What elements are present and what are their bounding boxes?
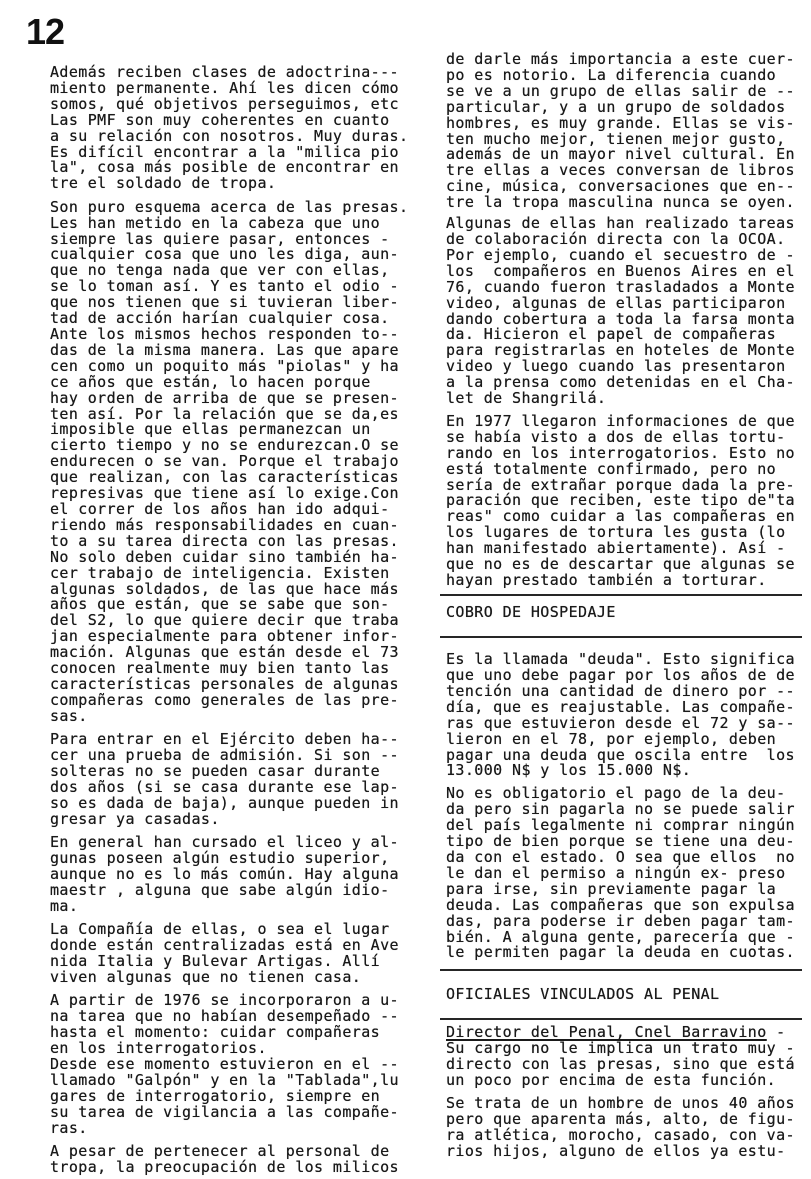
paragraph: No es obligatorio el pago de la deu- da pero sin pagarla no se puede salir del país legalmente ni comprar ningún tipo de bien porque se tiene una deu- da con el estado. O sea que ellos no le dan el permiso a ningún ex- preso para irse, sin previamente pagar la deuda. Las compañeras que son expulsa das, para poderse ir deben pagar tam- bién. A alguna gente, parecería que - le permiten pagar la deuda en cuotas. xyxy=(446,784,795,962)
paragraph: Su cargo no le implica un trato muy - directo con las presas, sino que está un poco por encima de esta función. xyxy=(446,1039,795,1089)
paragraph: Para entrar en el Ejército deben ha-- cer una prueba de admisión. Si son -- solteras no se pueden casar durante dos años (si se casa durante ese lap- so es dada de baja), aunque pueden in gresar ya casadas. xyxy=(50,730,399,828)
section-heading-cobro: COBRO DE HOSPEDAJE xyxy=(446,603,616,622)
paragraph: de darle más importancia a este cuer- po es notorio. La diferencia cuando se ve a un grupo de ellas salir de -- particular, y a un grupo de soldados hombres, es muy grande. Ellas se vis- ten mucho mejor, tienen mejor gusto, además de un mayor nivel cultural. En tre ellas a veces conversan de libros cine, música, conversaciones que en-- tre la tropa masculina nunca se oyen. xyxy=(446,50,795,212)
paragraph: Algunas de ellas han realizado tareas de colaboración directa con la OCOA. Por ejemplo, cuando el secuestro de - los compañeros en Buenos Aires en el 76, cuando fueron trasladados a Monte video, algunas de ellas participaron dando cobertura a toda la farsa monta da. Hicieron el papel de compañeras para registrarlas en hoteles de Monte video y luego cuando las presentaron a la prensa como detenidas en el Cha- let de Shangrilá. xyxy=(446,214,795,408)
left-column xyxy=(50,65,420,1176)
paragraph: Es la llamada "deuda". Esto significa que uno debe pagar por los años de de tención una cantidad de dinero por -- día, que es reajustable. Las compañe- ras que estuvieron desde el 72 y sa-- lieron en el 78, por ejemplo, deben pagar una deuda que oscila entre los 13.000 N$ y los 15.000 N$. xyxy=(446,650,795,780)
horizontal-rule xyxy=(440,969,802,971)
paragraph: A pesar de pertenecer al personal de tropa, la preocupación de los milicos xyxy=(50,1141,399,1176)
director-name: Director del Penal, Cnel Barravino xyxy=(446,1023,767,1042)
right-column xyxy=(446,52,802,1159)
paragraph: En general han cursado el liceo y al- gunas poseen algún estudio superior, aunque no es lo más común. Hay alguna maestr , alguna que sabe algún idio- ma. xyxy=(50,833,399,915)
section-heading-oficiales: OFICIALES VINCULADOS AL PENAL xyxy=(446,985,720,1004)
horizontal-rule xyxy=(440,1018,802,1020)
paragraph: La Compañía de ellas, o sea el lugar donde están centralizadas está en Ave nida Italia y Bulevar Artigas. Allí viven algunas que no tienen casa. xyxy=(50,920,399,986)
paragraph: En 1977 llegaron informaciones de que se había visto a dos de ellas tortu- rando en los interrogatorios. Esto no está totalmente confirmado, pero no sería de extrañar porque dada la pre- paración que reciben, este tipo de"ta reas" como cuidar a las compañeras en los lugares de tortura les gusta (lo han manifestado abiertamente). Así - que no es de descartar que algunas se hayan prestado también a torturar. xyxy=(446,411,795,589)
horizontal-rule xyxy=(440,636,802,638)
page-number: 12 xyxy=(26,11,65,52)
director-dash: - xyxy=(766,1023,786,1042)
paragraph: Son puro esquema acerca de las presas. Les han metido en la cabeza que uno siempre las quiere pasar, entonces - cualquier cosa que uno les diga, aun- que no tenga nada que ver con ellas, se lo toman así. Y es tanto el odio - que nos tienen que si tuvieran liber- tad de acción harían cualquier cosa. Ante los mismos hechos responden to-- das de la misma manera. Las que apare cen como un poquito más "piolas" y ha ce años que están, lo hacen porque hay orden de arriba de que se presen- ten así. Por la relación que se da,es imposible que ellas permanezcan un cierto tiempo y no se endurezcan.O se endurecen o se van. Porque el trabajo que realizan, con las características represivas que tiene así lo exige.Con el correr de los años han ido adqui- riendo más responsabilidades en cuan- to a su tarea directa con las presas. No solo deben cuidar sino también ha- cer trabajo de inteligencia. Existen algunas soldados, de las que hace más años que están, que se sabe que son- del S2, lo que quiere decir que traba jan especialmente para obtener infor- mación. Algunas que están desde el 73 conocen realmente muy bien tanto las características personales de algunas compañeras como generales de las pre- sas. xyxy=(50,197,409,725)
paragraph: Se trata de un hombre de unos 40 años pero que aparenta más, alto, de figu- ra atlética, morocho, casado, con va- rios hijos, alguno de ellos ya estu- xyxy=(446,1093,795,1160)
paragraph: Además reciben clases de adoctrina--- miento permanente. Ahí les dicen cómo somos, qué objetivos perseguimos, etc Las PMF son muy coherentes en cuanto a su relación con nosotros. Muy duras. Es difícil encontrar a la "milica pio la", cosa más posible de encontrar en tre el soldado de tropa. xyxy=(50,63,409,193)
horizontal-rule xyxy=(440,594,802,596)
paragraph: A partir de 1976 se incorporaron a u- na tarea que no habían desempeñado -- hasta el momento: cuidar compañeras en los interrogatorios. Desde ese momento estuvieron en el -- llamado "Galpón" y en la "Tablada",lu gares de interrogatorio, siempre en su tarea de vigilancia a las compañe- ras. xyxy=(50,991,399,1137)
